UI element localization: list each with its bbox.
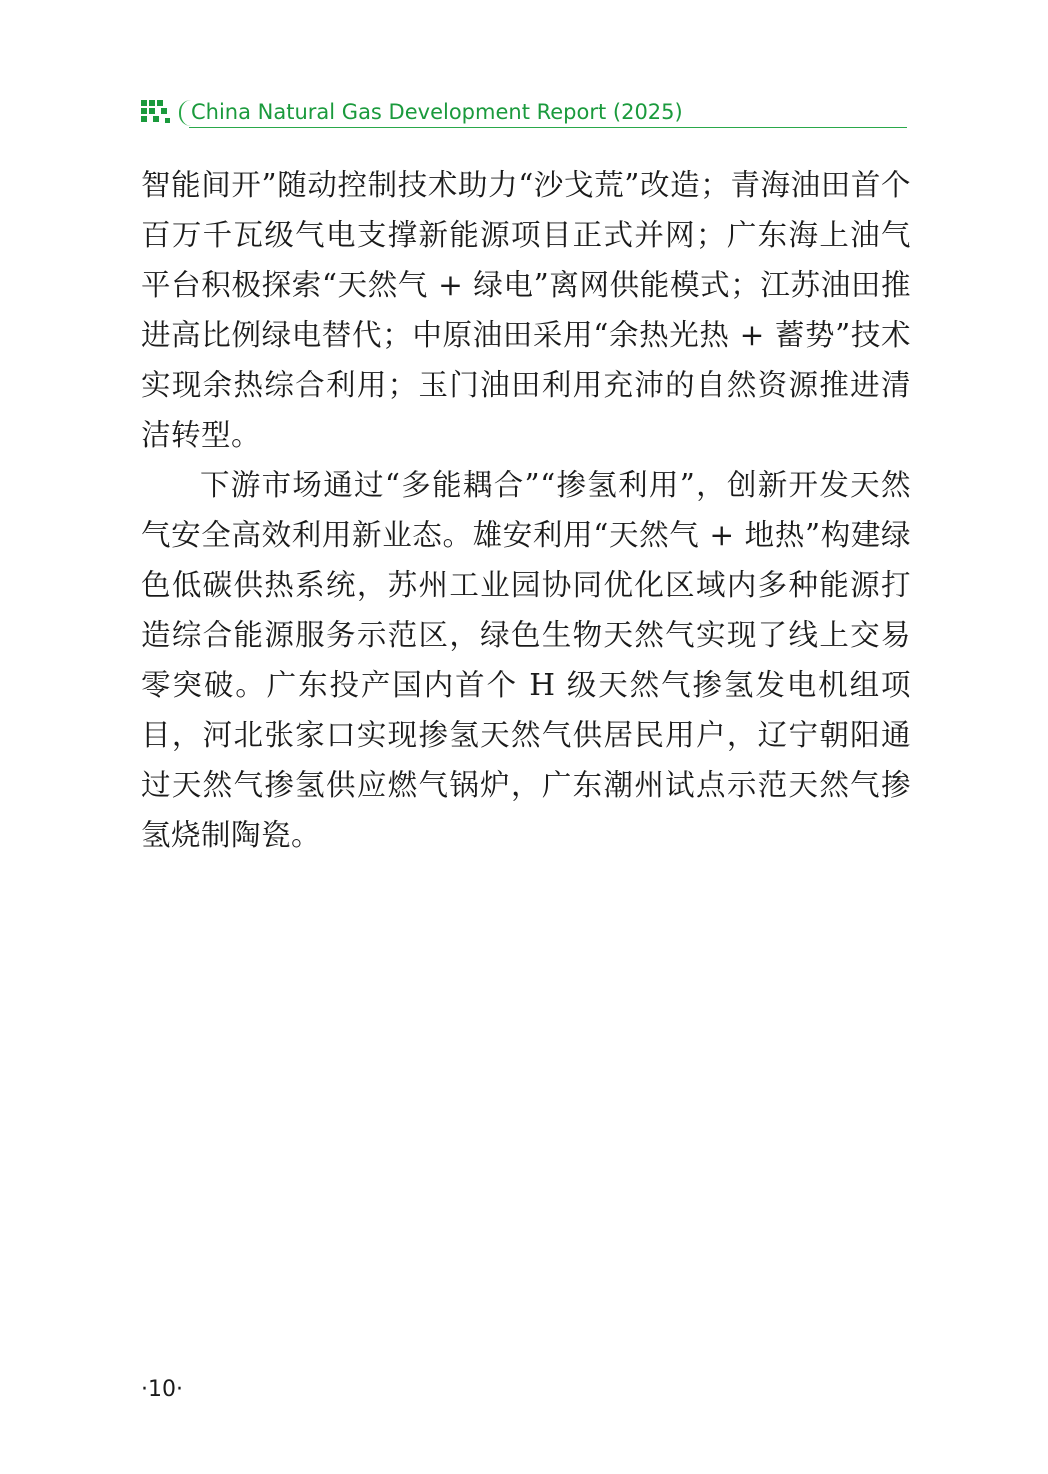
body-text [141,160,911,860]
header-title: China Natural Gas Development Report (2025) [191,100,683,124]
header-rule [189,127,907,128]
paragraph-1: 智能间开”随动控制技术助力“沙戈荒”改造；青海油田首个百万千瓦级气电支撑新能源项目正式并网；广东海上油气平台积极探索“天然气 + 绿电”离网供能模式；江苏油田推进高比例绿电替代；中原油田采用“余热光热 + 蓄势”技术实现余热综合利用；玉门油田利用充沛的自然资源推进清洁转型。 [141,168,911,452]
running-header [141,98,907,130]
pixel-mosaic-logo-icon [141,100,171,126]
page-number: ·10· [141,1377,183,1402]
paragraph-2: 下游市场通过“多能耦合”“掺氢利用”，创新开发天然气安全高效利用新业态。雄安利用“天然气 + 地热”构建绿色低碳供热系统，苏州工业园协同优化区域内多种能源打造综合能源服务示范区，绿色生物天然气实现了线上交易零突破。广东投产国内首个 H 级天然气掺氢发电机组项目，河北张家口实现掺氢天然气供居民用户，辽宁朝阳通过天然气掺氢供应燃气锅炉，广东潮州试点示范天然气掺氢烧制陶瓷。 [141,468,911,852]
